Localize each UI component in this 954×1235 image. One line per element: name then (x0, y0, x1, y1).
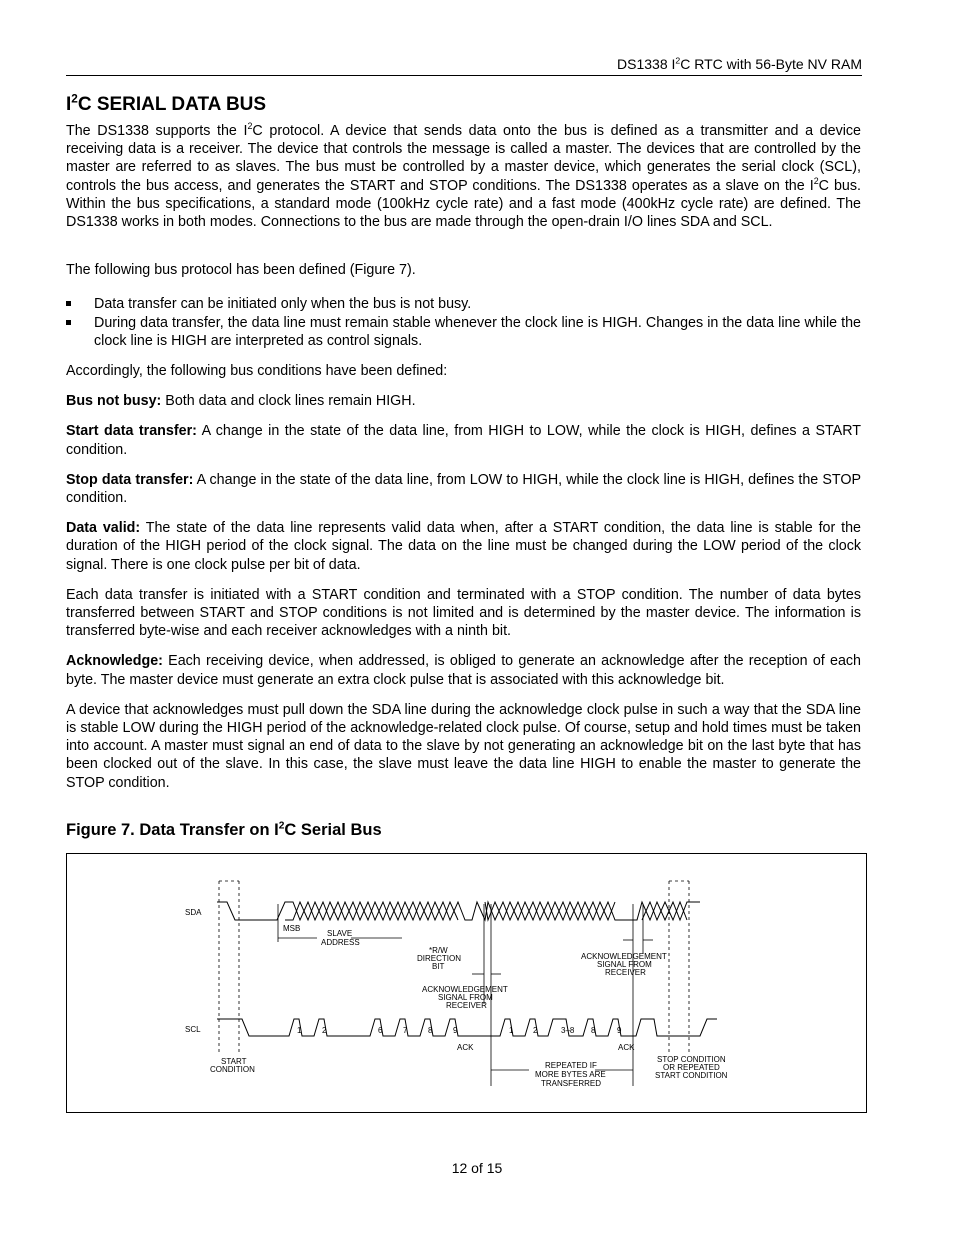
ack-receiver-label-1: ACKNOWLEDGEMENT (422, 985, 508, 994)
section-title: $I^2C$ SERIAL DATA BUS (66, 92, 267, 115)
stop-condition-label-2: OR REPEATED (663, 1063, 720, 1072)
list-item: During data transfer, the data line must remain stable whenever the clock line is HIGH. Changes in the data line while the clock line is HIGH are interpreted as control signals. (66, 314, 861, 350)
pulse-label-b8: 8 (591, 1026, 596, 1035)
sda-line-lower (285, 902, 687, 920)
page-number: 12 of 15 (451, 1160, 503, 1176)
scl-line (217, 1019, 717, 1036)
figure-title: Figure 7. Data Transfer on $I^2C$ Serial Bus (66, 820, 382, 839)
pulse-label-1: 1 (297, 1026, 302, 1035)
figure-7-box (66, 853, 867, 1113)
rw-label-2: DIRECTION (417, 954, 461, 963)
timing-diagram (67, 854, 866, 1112)
stop-condition-label-3: START CONDITION (655, 1071, 728, 1080)
ack-receiver-label-2: SIGNAL FROM (438, 993, 493, 1002)
start-condition-label-2: CONDITION (210, 1065, 255, 1074)
condition-data-valid: Data valid: The state of the data line represents valid data when, after a START condition, the data line is stable for the duration of the HIGH period of the clock signal. The data on the line must be changed during the LOW period of the clock signal. There is one clock pulse per bit of data. (66, 520, 861, 573)
pulse-label-9: 9 (453, 1026, 458, 1035)
start-condition-label-1: START (221, 1057, 247, 1066)
pulse-label-2: 2 (322, 1026, 327, 1035)
condition-stop: Stop data transfer: A change in the state of the data line, from LOW to HIGH, while the clock line is HIGH, defines the STOP condition. (66, 471, 861, 507)
bullet-icon (66, 301, 71, 306)
slave-address-label-1: SLAVE (327, 929, 353, 938)
stop-condition-label-1: STOP CONDITION (657, 1055, 726, 1064)
ack-label: ACK (457, 1043, 474, 1052)
accordingly-line: Accordingly, the following bus conditions have been defined: (66, 363, 448, 380)
ack-receiver2-label-1: ACKNOWLEDGEMENT (581, 952, 667, 961)
each-transfer-paragraph: Each data transfer is initiated with a START condition and terminated with a STOP condition. The number of data bytes transferred between START and STOP conditions is not limited and is determined by the master device. The information is transferred byte-wise and each receiver acknowledges with a ninth bit. (66, 586, 861, 640)
pulse-label-6: 6 (378, 1026, 383, 1035)
sda-line (217, 902, 700, 920)
bullet-list (66, 295, 861, 350)
scl-label: SCL (185, 1025, 201, 1034)
pulse-label-7: 7 (403, 1026, 408, 1035)
running-header: DS1338 $I^2C$ RTC with 56-Byte NV RAM (617, 55, 862, 72)
repeated-label-1: REPEATED IF (545, 1061, 597, 1070)
repeated-label-2: MORE BYTES ARE (535, 1070, 606, 1079)
acknowledge-paragraph: Acknowledge: Each receiving device, when addressed, is obliged to generate an acknowledge after the reception of each byte. The master device must generate an extra clock pulse that is associated with this acknowledge bit. (66, 653, 861, 688)
header-rule (66, 75, 862, 76)
pulse-label-b1: 1 (509, 1026, 514, 1035)
pulse-label-b9: 9 (617, 1026, 622, 1035)
msb-label: MSB (283, 924, 301, 933)
ack-receiver-label-3: RECEIVER (446, 1001, 487, 1010)
rw-label-1: *R/W (429, 946, 448, 955)
intro-paragraph: The DS1338 supports the $I^2C$ protocol. A device that sends data onto the bus is defined as a transmitter and a device receiving data is a receiver. The device that controls the message is called a master. The devices that are controlled by the master are referred to as slaves. The bus must be controlled by a master device, which generates the serial clock (SCL), controls the bus access, and generates the START and STOP conditions. The DS1338 operates as a slave on the $I^2C$ bus. Within the bus specifications, a standard mode (100kHz cycle rate) and a fast mode (400kHz cycle rate) are defined. The DS1338 works in both modes. Connections to the bus are made through the open-drain I/O lines SDA and SCL. (66, 121, 861, 231)
bullet-icon (66, 320, 71, 325)
sda-label: SDA (185, 908, 202, 917)
condition-start: Start data transfer: A change in the state of the data line, from HIGH to LOW, while the clock is HIGH, defines a START condition. (66, 423, 861, 458)
list-item: Data transfer can be initiated only when the bus is not busy. (66, 295, 861, 313)
ack-receiver2-label-2: SIGNAL FROM (597, 960, 652, 969)
rw-label-3: BIT (432, 962, 445, 971)
pulse-label-b2: 2 (533, 1026, 538, 1035)
repeated-label-3: TRANSFERRED (541, 1079, 602, 1088)
ack-receiver2-label-3: RECEIVER (605, 968, 646, 977)
pulse-label-b38: 3–8 (561, 1026, 575, 1035)
slave-address-label-2: ADDRESS (321, 938, 360, 947)
ack-device-paragraph: A device that acknowledges must pull down the SDA line during the acknowledge clock pulse in such a way that the SDA line is stable LOW during the HIGH period of the acknowledge-related clock pulse. Of course, setup and hold times must be taken into account. A master must signal an end of data to the slave by not generating an acknowledge bit on the last byte that has been clocked out of the slave. In this case, the slave must leave the data line HIGH to enable the master to generate the STOP condition. (66, 701, 861, 791)
condition-bus-not-busy: Bus not busy: Both data and clock lines remain HIGH. (66, 393, 416, 410)
pulse-label-8: 8 (428, 1026, 433, 1035)
protocol-line: The following bus protocol has been defined (Figure 7). (66, 262, 416, 279)
ack2-label: ACK (618, 1043, 635, 1052)
page-content (66, 94, 861, 842)
